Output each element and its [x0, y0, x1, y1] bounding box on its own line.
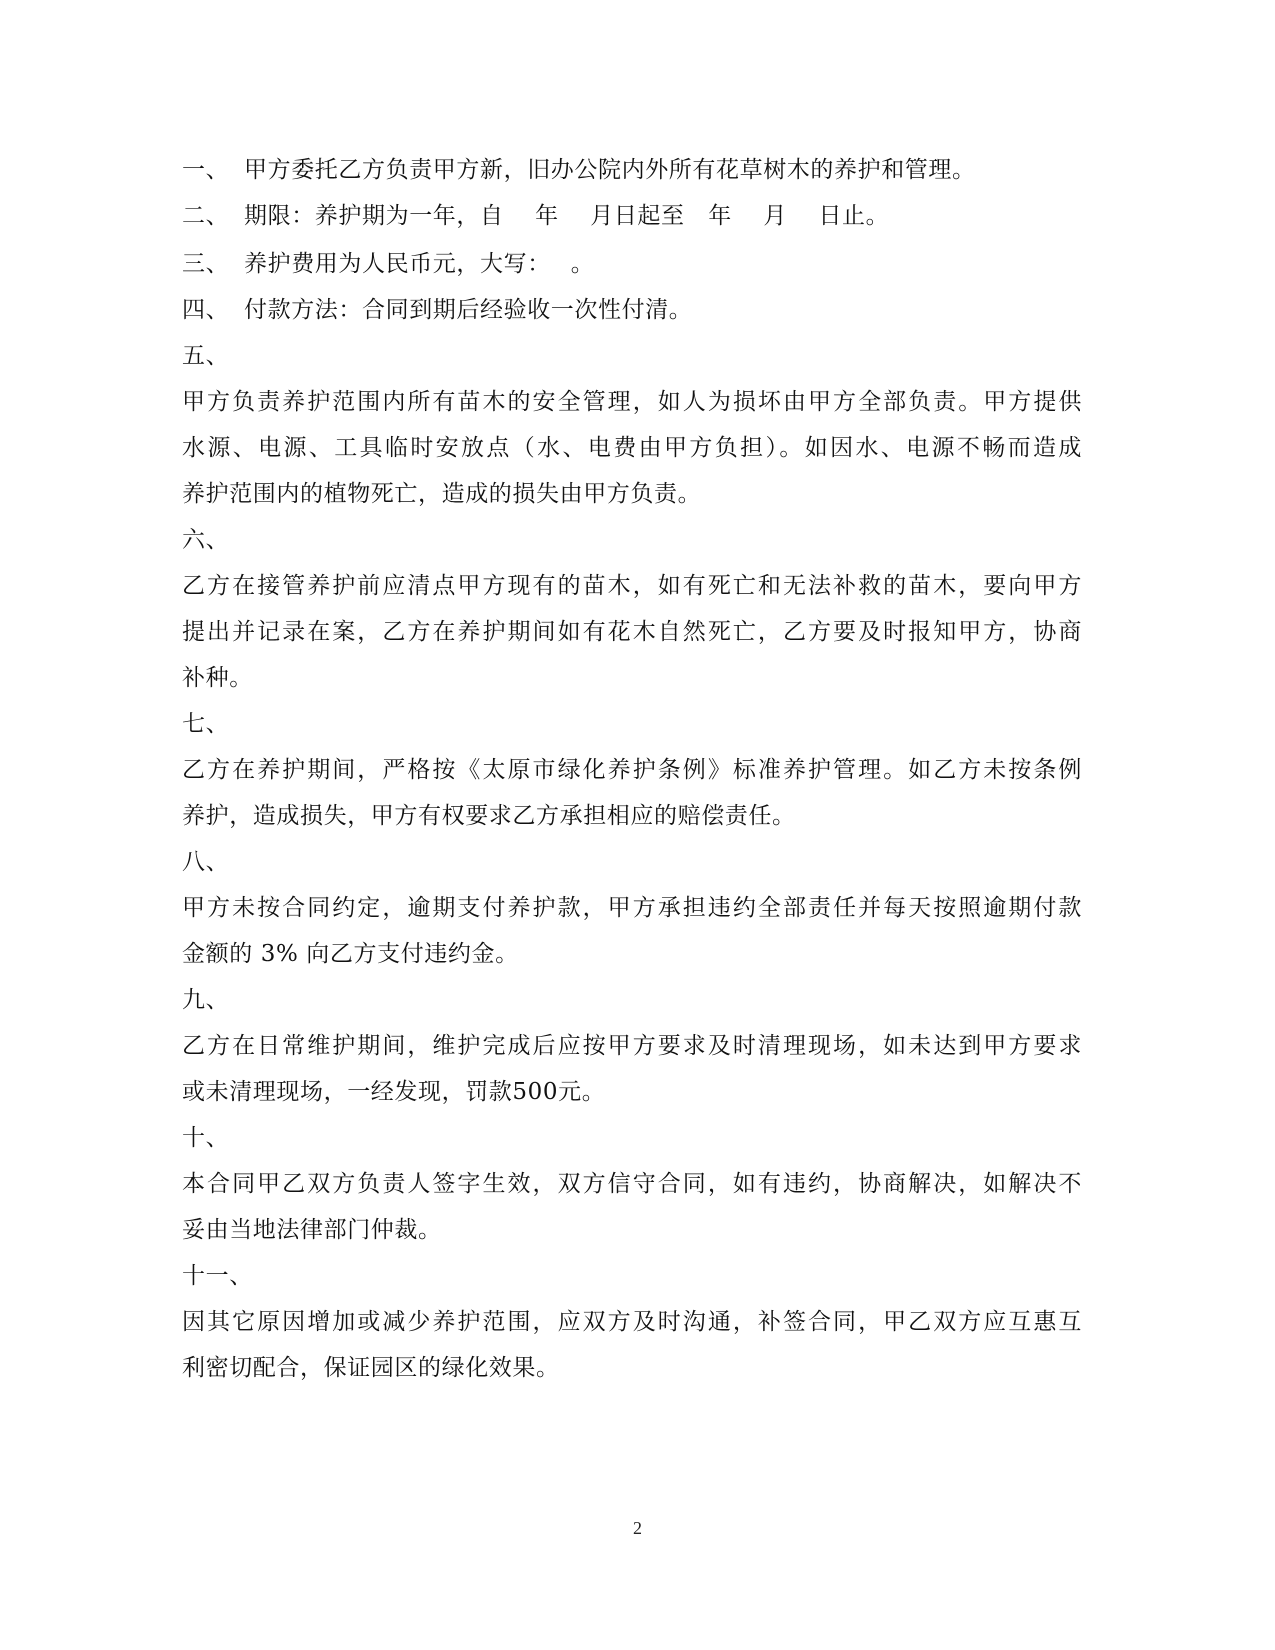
section-6-line-2: 提出并记录在案，乙方在养护期间如有花木自然死亡，乙方要及时报知甲方，协商 — [182, 619, 1082, 645]
section-11-number: 十一、 — [182, 1263, 253, 1289]
section-5-line-2: 水源、电源、工具临时安放点（水、电费由甲方负担）。如因水、电源不畅而造成 — [182, 435, 1082, 461]
clause-3 — [182, 249, 1082, 279]
section-6-line-1: 乙方在接管养护前应清点甲方现有的苗木，如有死亡和无法补救的苗木，要向甲方 — [182, 573, 1082, 599]
clause-1 — [182, 155, 1082, 185]
section-7-line-2: 养护，造成损失，甲方有权要求乙方承担相应的赔偿责任。 — [182, 803, 796, 829]
clause-number: 四、 — [182, 297, 230, 323]
section-11-line-2: 利密切配合，保证园区的绿化效果。 — [182, 1355, 560, 1381]
section-8-line-1: 甲方未按合同约定，逾期支付养护款，甲方承担违约全部责任并每天按照逾期付款 — [182, 895, 1082, 921]
section-9-line-2: 或未清理现场，一经发现，罚款500元。 — [182, 1079, 606, 1105]
clause-text: 付款方法：合同到期后经验收一次性付清。 — [244, 297, 693, 323]
clause-number: 二、 — [182, 203, 230, 229]
clause-number: 三、 — [182, 251, 230, 277]
clause-text: 甲方委托乙方负责甲方新，旧办公院内外所有花草树木的养护和管理。 — [244, 157, 976, 183]
section-7-line-1: 乙方在养护期间，严格按《太原市绿化养护条例》标准养护管理。如乙方未按条例 — [182, 757, 1082, 783]
clause-text: 期限：养护期为一年，自 年 月日起至 年 月 日止。 — [244, 203, 890, 229]
section-8-number: 八、 — [182, 849, 230, 875]
section-10-line-2: 妥由当地法律部门仲裁。 — [182, 1217, 442, 1243]
clause-2 — [182, 201, 1082, 231]
section-5-line-1: 甲方负责养护范围内所有苗木的安全管理，如人为损坏由甲方全部负责。甲方提供 — [182, 389, 1082, 415]
clause-text: 养护费用为人民币元，大写： 。 — [244, 251, 595, 277]
section-5-line-3: 养护范围内的植物死亡，造成的损失由甲方负责。 — [182, 481, 702, 507]
section-10-line-1: 本合同甲乙双方负责人签字生效，双方信守合同，如有违约，协商解决，如解决不 — [182, 1171, 1082, 1197]
section-7-number: 七、 — [182, 711, 230, 737]
page-number: 2 — [633, 1518, 642, 1538]
section-11-line-1: 因其它原因增加或减少养护范围，应双方及时沟通，补签合同，甲乙双方应互惠互 — [182, 1309, 1082, 1335]
section-9-number: 九、 — [182, 987, 230, 1013]
clause-4 — [182, 295, 1082, 325]
section-6-number: 六、 — [182, 527, 230, 553]
section-8-line-2: 金额的 3% 向乙方支付违约金。 — [182, 941, 519, 967]
section-6-line-3: 补种。 — [182, 665, 253, 691]
section-9-line-1: 乙方在日常维护期间，维护完成后应按甲方要求及时清理现场，如未达到甲方要求 — [182, 1033, 1082, 1059]
clause-number: 一、 — [182, 157, 230, 183]
section-10-number: 十、 — [182, 1125, 230, 1151]
section-5-number: 五、 — [182, 343, 230, 369]
